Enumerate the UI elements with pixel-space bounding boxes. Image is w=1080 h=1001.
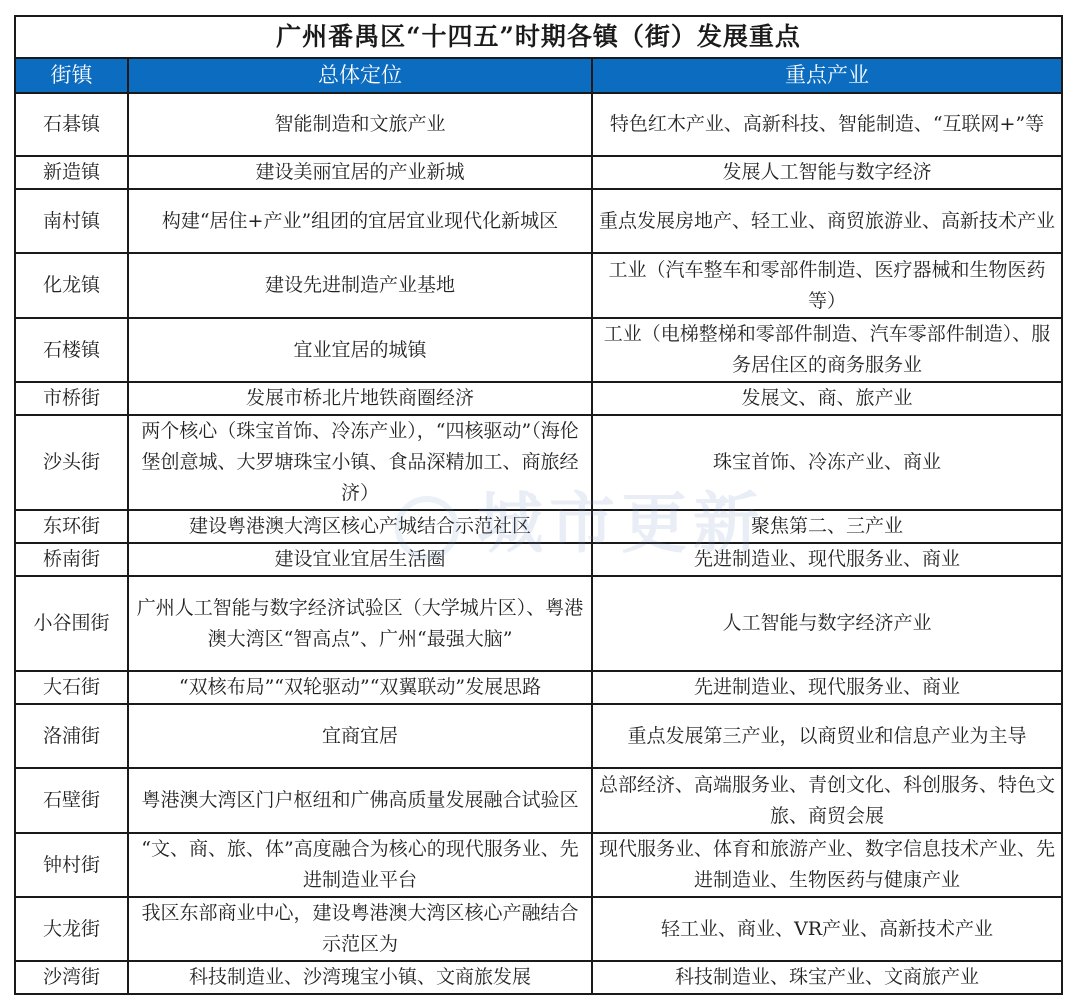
position-cell: 构建“居住+产业”组团的宜居宜业现代化新城区 bbox=[128, 189, 592, 253]
industry-cell: 先进制造业、现代服务业、商业 bbox=[592, 543, 1062, 576]
position-cell: 建设粤港澳大湾区核心产城结合示范社区 bbox=[128, 510, 592, 543]
title-row bbox=[15, 16, 1062, 58]
industry-cell: 科技制造业、珠宝产业、文商旅产业 bbox=[592, 961, 1062, 994]
town-cell: 大石街 bbox=[15, 671, 128, 704]
industry-cell: 发展人工智能与数字经济 bbox=[592, 156, 1062, 189]
industry-cell: 珠宝首饰、冷冻产业、商业 bbox=[592, 415, 1062, 510]
header-position: 总体定位 bbox=[128, 58, 592, 93]
position-cell: 建设宜业宜居生活圈 bbox=[128, 543, 592, 576]
position-cell: 我区东部商业中心，建设粤港澳大湾区核心产融结合示范区为 bbox=[128, 897, 592, 961]
industry-cell: 人工智能与数字经济产业 bbox=[592, 576, 1062, 671]
town-cell: 小谷围街 bbox=[15, 576, 128, 671]
table-row bbox=[15, 961, 1062, 994]
table-row bbox=[15, 253, 1062, 318]
table-row bbox=[15, 543, 1062, 576]
industry-cell: 聚焦第二、三产业 bbox=[592, 510, 1062, 543]
table-row bbox=[15, 897, 1062, 961]
table-row bbox=[15, 510, 1062, 543]
table-title: 广州番禺区“十四五”时期各镇（街）发展重点 bbox=[15, 16, 1062, 58]
town-cell: 南村镇 bbox=[15, 189, 128, 253]
table-row bbox=[15, 318, 1062, 382]
position-cell: 智能制造和文旅产业 bbox=[128, 93, 592, 156]
town-cell: 新造镇 bbox=[15, 156, 128, 189]
table-row bbox=[15, 93, 1062, 156]
position-cell: 宜商宜居 bbox=[128, 704, 592, 768]
industry-cell: 轻工业、商业、VR产业、高新技术产业 bbox=[592, 897, 1062, 961]
header-row bbox=[15, 58, 1062, 93]
table-row bbox=[15, 833, 1062, 897]
table-row bbox=[15, 704, 1062, 768]
industry-cell: 发展文、商、旅产业 bbox=[592, 382, 1062, 415]
table-row bbox=[15, 189, 1062, 253]
town-cell: 东环街 bbox=[15, 510, 128, 543]
town-cell: 钟村街 bbox=[15, 833, 128, 897]
town-cell: 石壁街 bbox=[15, 768, 128, 833]
town-cell: 石碁镇 bbox=[15, 93, 128, 156]
industry-cell: 特色红木产业、高新科技、智能制造、“互联网+”等 bbox=[592, 93, 1062, 156]
watermark-text: 城市更新 bbox=[477, 485, 765, 562]
position-cell: 建设美丽宜居的产业新城 bbox=[128, 156, 592, 189]
industry-cell: 重点发展房地产、轻工业、商贸旅游业、高新技术产业 bbox=[592, 189, 1062, 253]
development-table-container bbox=[14, 15, 1063, 995]
position-cell: 两个核心（珠宝首饰、冷冻产业），“四核驱动”（海伦堡创意城、大罗塘珠宝小镇、食品深精加工、商旅经济） bbox=[128, 415, 592, 510]
town-cell: 市桥街 bbox=[15, 382, 128, 415]
town-cell: 化龙镇 bbox=[15, 253, 128, 318]
town-cell: 沙湾街 bbox=[15, 961, 128, 994]
header-town: 街镇 bbox=[15, 58, 128, 93]
town-cell: 洛浦街 bbox=[15, 704, 128, 768]
position-cell: 粤港澳大湾区门户枢纽和广佛高质量发展融合试验区 bbox=[128, 768, 592, 833]
industry-cell: 工业（电梯整梯和零部件制造、汽车零部件制造）、服务居住区的商务服务业 bbox=[592, 318, 1062, 382]
town-cell: 石楼镇 bbox=[15, 318, 128, 382]
position-cell: 科技制造业、沙湾瑰宝小镇、文商旅发展 bbox=[128, 961, 592, 994]
town-cell: 桥南街 bbox=[15, 543, 128, 576]
table-row bbox=[15, 768, 1062, 833]
position-cell: 宜业宜居的城镇 bbox=[128, 318, 592, 382]
table-row bbox=[15, 671, 1062, 704]
table-row bbox=[15, 382, 1062, 415]
position-cell: 建设先进制造产业基地 bbox=[128, 253, 592, 318]
table-body bbox=[15, 93, 1062, 994]
table-row bbox=[15, 576, 1062, 671]
position-cell: “文、商、旅、体”高度融合为核心的现代服务业、先进制造业平台 bbox=[128, 833, 592, 897]
industry-cell: 先进制造业、现代服务业、商业 bbox=[592, 671, 1062, 704]
industry-cell: 重点发展第三产业，以商贸业和信息产业为主导 bbox=[592, 704, 1062, 768]
industry-cell: 工业（汽车整车和零部件制造、医疗器械和生物医药等） bbox=[592, 253, 1062, 318]
industry-cell: 现代服务业、体育和旅游产业、数字信息技术产业、先进制造业、生物医药与健康产业 bbox=[592, 833, 1062, 897]
industry-cell: 总部经济、高端服务业、青创文化、科创服务、特色文旅、商贸会展 bbox=[592, 768, 1062, 833]
position-cell: 广州人工智能与数字经济试验区（大学城片区）、粤港澳大湾区“智高点”、广州“最强大脑” bbox=[128, 576, 592, 671]
position-cell: “双核布局”“双轮驱动”“双翼联动”发展思路 bbox=[128, 671, 592, 704]
header-industry: 重点产业 bbox=[592, 58, 1062, 93]
table-row bbox=[15, 156, 1062, 189]
town-cell: 沙头街 bbox=[15, 415, 128, 510]
development-focus-table bbox=[14, 15, 1063, 995]
table-row bbox=[15, 415, 1062, 510]
town-cell: 大龙街 bbox=[15, 897, 128, 961]
position-cell: 发展市桥北片地铁商圈经济 bbox=[128, 382, 592, 415]
